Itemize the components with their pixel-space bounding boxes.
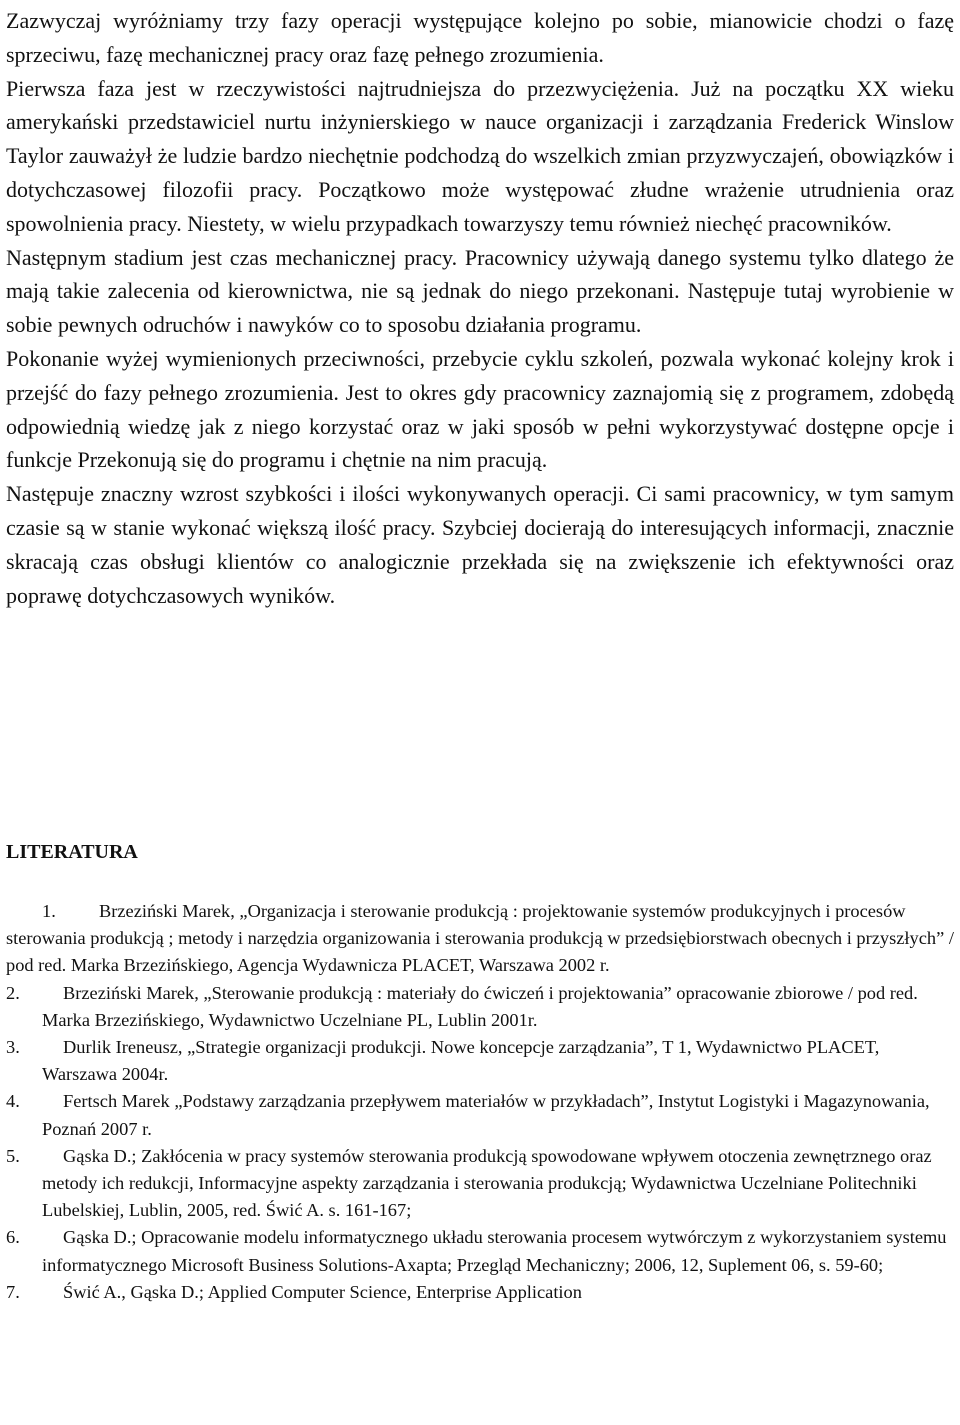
literature-item	[6, 1088, 954, 1142]
literature-item-number: 2.	[6, 982, 20, 1003]
body-text	[6, 4, 954, 612]
paragraph-mechanical-phase: Następnym stadium jest czas mechanicznej pracy. Pracownicy używają danego systemu tylko dlatego że mają takie zalecenia od kierownictwa, nie są jednak do niego przekonani. Następuje tutaj wyrobienie w sobie pewnych odruchów i nawyków co to sposobu działania programu.	[6, 244, 954, 338]
literature-heading: LITERATURA	[6, 841, 138, 863]
literature-item	[6, 1143, 954, 1225]
literature-item	[6, 898, 954, 980]
literature-item	[6, 1224, 954, 1278]
literature-item	[6, 980, 954, 1034]
literature-item-text: Fertsch Marek „Podstawy zarządzania przepływem materiałów w przykładach”, Instytut Logistyki i Magazynowania, Poznań 2007 r.	[42, 1091, 930, 1139]
literature-item-number: 5.	[6, 1145, 20, 1166]
literature-item	[6, 1279, 954, 1306]
literature-item-text: Gąska D.; Zakłócenia w pracy systemów sterowania produkcją spowodowane wpływem otoczenia zewnętrznego oraz metody ich redukcji, Informacyjne aspekty zarządzania i sterowania produkcją; Wydawnictwa Uczelniane Politechniki Lubelskiej, Lublin, 2005, red. Świć A. s. 161-167;	[42, 1145, 932, 1221]
literature-list	[6, 898, 954, 1306]
paragraph-phases-intro: Zazwyczaj wyróżniamy trzy fazy operacji występujące kolejno po sobie, mianowicie chodzi o fazę sprzeciwu, fazę mechanicznej pracy oraz fazę pełnego zrozumienia.	[6, 8, 954, 67]
literature-item-number: 3.	[6, 1037, 20, 1058]
literature-item-text: Durlik Ireneusz, „Strategie organizacji produkcji. Nowe koncepcje zarządzania”, T 1, Wydawnictwo PLACET, Warszawa 2004r.	[42, 1037, 880, 1085]
literature-item-text: Brzeziński Marek, „Organizacja i sterowanie produkcją : projektowanie systemów produkcyjnych i procesów sterowania produkcją ; metody i narzędzia organizowania i sterowania produkcją w przedsiębiorstwach obecnych i przyszłych” / pod red. Marka Brzezińskiego, Agencja Wydawnicza PLACET, Warszawa 2002 r.	[6, 901, 954, 976]
paragraph-efficiency: Następuje znaczny wzrost szybkości i ilości wykonywanych operacji. Ci sami pracownicy, w tym samym czasie są w stanie wykonać większą ilość pracy. Szybciej docierają do interesujących informacji, znacznie skracają czas obsługi klientów co analogicznie przekłada się na zwiększenie ich efektywności oraz poprawę dotychczasowych wyników.	[6, 481, 954, 608]
literature-item-number: 7.	[6, 1281, 20, 1302]
literature-item-number: 6.	[6, 1227, 20, 1248]
paragraph-first-phase: Pierwsza faza jest w rzeczywistości najtrudniejsza do przezwyciężenia. Już na początku XX wieku amerykański przedstawiciel nurtu inżynierskiego w nauce organizacji i zarządzania Frederick Winslow Taylor zauważył że ludzie bardzo niechętnie podchodzą do wszelkich zmian przyzwyczajeń, obowiązków i dotychczasowej filozofii pracy. Początkowo może występować złudne wrażenie utrudnienia oraz spowolnienia pracy. Niestety, w wielu przypadkach towarzyszy temu również niechęć pracowników.	[6, 75, 954, 236]
literature-item-text: Brzeziński Marek, „Sterowanie produkcją : materiały do ćwiczeń i projektowania” opracowanie zbiorowe / pod red. Marka Brzezińskiego, Wydawnictwo Uczelniane PL, Lublin 2001r.	[42, 982, 918, 1030]
literature-item	[6, 1034, 954, 1088]
paragraph-understanding-phase: Pokonanie wyżej wymienionych przeciwności, przebycie cyklu szkoleń, pozwala wykonać kolejny krok i przejść do fazy pełnego zrozumienia. Jest to okres gdy pracownicy zaznajomią się z programem, zdobędą odpowiednią wiedzę jak z niego korzystać oraz w jaki sposób w pełni wykorzystywać dostępne opcje i funkcje Przekonują się do programu i chętnie na nim pracują.	[6, 345, 954, 473]
literature-item-text: Gąska D.; Opracowanie modelu informatycznego układu sterowania procesem wytwórczym z wykorzystaniem systemu informatycznego Microsoft Business Solutions-Axapta; Przegląd Mechaniczny; 2006, 12, Suplement 06, s. 59-60;	[42, 1227, 947, 1275]
literature-item-number: 1.	[42, 901, 56, 921]
literature-item-number: 4.	[6, 1091, 20, 1112]
literature-item-text: Świć A., Gąska D.; Applied Computer Science, Enterprise Application	[63, 1281, 582, 1302]
